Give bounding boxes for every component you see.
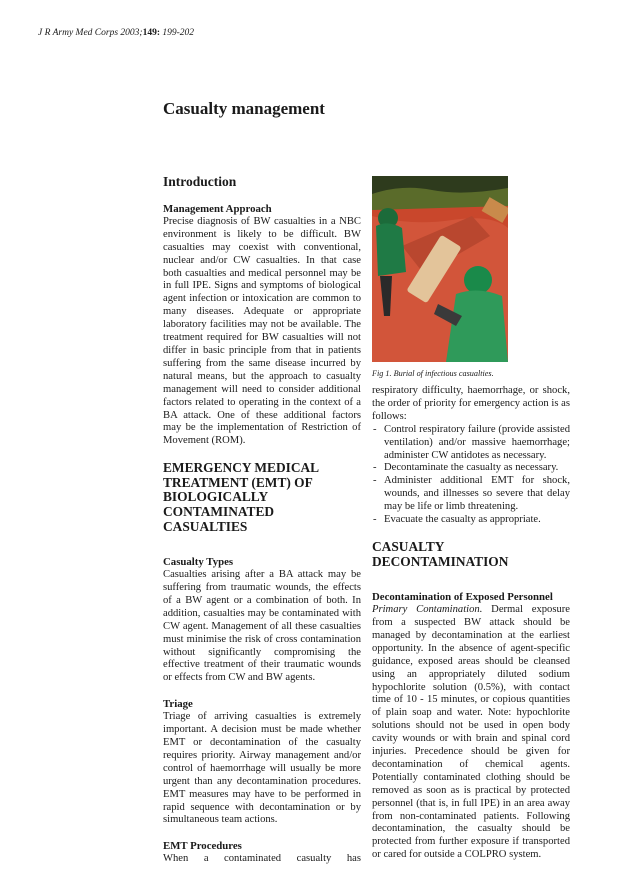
emt-procedures-text: When a contaminated casualty has <box>163 853 361 865</box>
introduction-heading: Introduction <box>163 174 237 189</box>
emt-section-heading: EMERGENCY MEDICAL TREATMENT (EMT) OF BIOLOGICALLY CONTAMINATED CASUALTIES <box>163 460 319 534</box>
management-approach-text: Precise diagnosis of BW casualties in a NBC environment is likely to be difficult. BW casualties may coexist with conventional, nuclear and/or CW casualties. In that case both casualties and medical personnel may be in full IPE. Signs and symptoms of biological agent infection or intoxication are common to many diseases. Adequate or appropriate laboratory facilities may not be available. The treatment required for BW casualties will not differ in basic principle from that in patients suffering from the same disease incurred by natural means, but the approach to casualty management will need to consider additional factors related to operating in the context of a BA attack. One of these additional factors may be the implementation of Restriction of Movement (ROM). <box>163 215 361 447</box>
journal-pages: 199-202 <box>162 28 195 38</box>
running-head <box>38 28 194 38</box>
triage-text: Triage of arriving casualties is extremely important. A decision must be made whether EMT or decontamination of the casualty requires priority. Airway management and/or control of haemorrhage will usually be more urgent than any decontamination procedures. EMT measures may have to be performed in rapid sequence with decontamination or by simultaneous team actions. <box>163 711 361 826</box>
emt-procedures-heading: EMT Procedures <box>163 840 242 853</box>
right-column <box>372 385 570 862</box>
emt-procedures-continued: respiratory difficulty, haemorrhage, or shock, the order of priority for emergency action is as follows: <box>372 385 570 422</box>
left-column <box>163 174 361 866</box>
page-title: Casualty management <box>163 99 325 118</box>
casualty-types-heading: Casualty Types <box>163 556 234 569</box>
list-item: - Evacuate the casualty as appropriate. <box>372 514 570 527</box>
casualty-decontamination-heading: CASUALTY DECONTAMINATION <box>372 538 509 569</box>
decontamination-subheading: Decontamination of Exposed Personnel <box>372 591 553 604</box>
burial-photo <box>372 176 508 362</box>
priority-list <box>372 424 570 527</box>
list-item: - Decontaminate the casualty as necessary. <box>372 462 570 475</box>
management-approach-heading: Management Approach <box>163 203 272 215</box>
figure-caption: Fig 1. Burial of infectious casualties. <box>372 369 494 378</box>
triage-heading: Triage <box>163 698 193 711</box>
primary-contamination-label: Primary Contamination. <box>372 604 483 616</box>
journal-volume: 149: <box>142 28 160 38</box>
list-item: - Administer additional EMT for shock, wounds, and illnesses so severe that delay may be life or limb threatening. <box>372 475 570 514</box>
list-item: - Control respiratory failure (provide assisted ventilation) and/or massive haemorrhage; administer CW antidotes as necessary. <box>372 424 570 463</box>
journal-name: J R Army Med Corps 2003; <box>38 28 143 38</box>
primary-contamination-body: Dermal exposure from a suspected BW attack should be managed by decontamination at the earliest opportunity. In the absence of agent-specific guidance, exposed areas should be cleansed using an appropriately diluted sodium hypochlorite solution (0.5%), with contact time of 10 - 15 minutes, or copious quantities of plain soap and water. Note: hypochlorite solutions should not be used in open body cavity wounds or with brain and spinal cord injuries. Precedence should be given for decontamination of chemical agents. Potentially contaminated clothing should be removed as soon as is practical by protected personnel (that is, in full IPE) in an area away from non-contaminated patients. Following decontamination, the casualty should be protected from further exposure if transported or cared for outside a COLPRO system. <box>372 604 570 861</box>
primary-contamination-text <box>372 604 570 862</box>
casualty-types-text: Casualties arising after a BA attack may be suffering from traumatic wounds, the effects of a BW agent or a combination of both. In addition, casualties may be contaminated with CW agent. Management of all these casualties must minimise the risk of cross contamination without significantly compromising the effective treatment of their traumatic wounds or effects from CW and BW agents. <box>163 569 361 684</box>
